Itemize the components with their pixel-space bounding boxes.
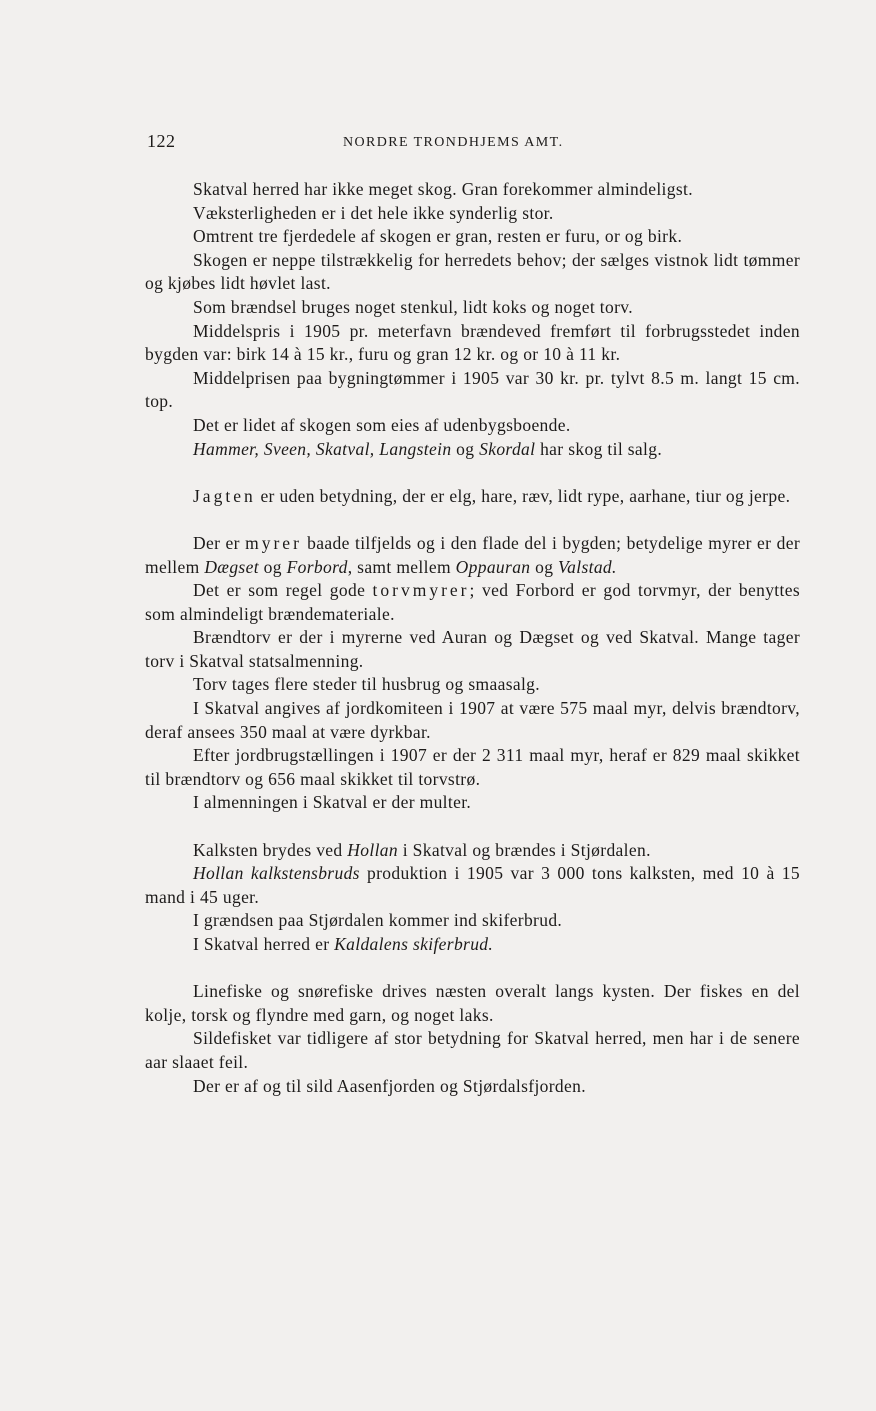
page-number: 122: [147, 131, 176, 151]
text-run: Skatval herred har ikke meget skog. Gran forekommer almindeligst.: [193, 179, 693, 199]
italic-text: Skordal: [479, 438, 536, 459]
text-run: Sildefisket var tidligere af stor betydning for Skatval herred, men har i de senere aar slaaet feil.: [145, 1028, 800, 1072]
paragraph: [145, 296, 800, 320]
paragraph: [145, 532, 800, 579]
paragraph: [145, 579, 800, 626]
paragraph: [145, 839, 800, 863]
page-header: [147, 131, 800, 155]
text-run: Der er: [193, 532, 246, 553]
paragraph: [145, 178, 800, 202]
paragraph: [145, 673, 800, 697]
text-run: I Skatval angives af jordkomiteen i 1907 at være 575 maal myr, delvis brændtorv, deraf ansees 350 maal at være dyrkbar.: [145, 698, 800, 742]
paragraph: [145, 697, 800, 744]
text-run: Omtrent tre fjerdedele af skogen er gran, resten er furu, or og birk.: [193, 226, 683, 247]
text-section: [145, 980, 800, 1098]
text-run: i Skatval og brændes i Stjørdalen.: [397, 839, 651, 860]
text-run: er uden betydning, der er elg, hare, ræv, lidt rype, aarhane, tiur og jerpe.: [255, 485, 791, 506]
italic-text: Valstad.: [558, 556, 617, 577]
text-run: I almenningen i Skatval er der multer.: [193, 792, 472, 813]
spaced-text: torvmyrer: [372, 580, 470, 601]
text-run: Middelspris i 1905 pr. meterfavn brændeved fremført til forbrugsstedet inden bygden var: birk 14 à 15 kr., furu og gran 12 kr. og or 10 à 11 kr.: [145, 320, 800, 365]
text-run: I Skatval herred er: [193, 934, 335, 954]
text-run: Efter jordbrugstællingen i 1907 er der 2 311 maal myr, heraf er 829 maal skikket til brændtorv og 656 maal skikket til torvstrø.: [145, 745, 800, 789]
paragraph: [145, 485, 800, 509]
text-run: Der er af og til sild Aasenfjorden og Stjørdalsfjorden.: [193, 1075, 586, 1096]
paragraph: [145, 367, 800, 414]
text-run: I grændsen paa Stjørdalen kommer ind skiferbrud.: [193, 910, 563, 931]
text-run: ; ved Forbord er god torvmyr, der benyttes som almindeligt brændemateriale.: [145, 580, 801, 624]
paragraph: [145, 414, 800, 438]
text-section: [145, 839, 800, 957]
paragraph: [145, 438, 800, 462]
paragraph: [145, 1027, 800, 1074]
paragraph: [145, 862, 800, 909]
text-run: , samt mellem: [347, 556, 456, 577]
italic-text: Oppauran: [455, 556, 531, 577]
text-section: [145, 485, 800, 509]
italic-text: Hollan kalkstensbruds: [193, 863, 360, 884]
text-section: [145, 178, 800, 461]
text-run: Brændtorv er der i myrerne ved Auran og Dægset og ved Skatval. Mange tager torv i Skatval statsalmenning.: [145, 627, 800, 671]
text-run: produktion i 1905 var 3 000 tons kalksten, med 10 à 15 mand i 45 uger.: [145, 863, 800, 907]
text-run: Torv tages flere steder til husbrug og smaasalg.: [193, 674, 541, 695]
running-title: NORDRE TRONDHJEMS AMT.: [343, 135, 564, 150]
text-run: Det er som regel gode: [193, 580, 373, 601]
page-body: [145, 178, 800, 1098]
paragraph: [145, 791, 800, 815]
italic-text: Hollan: [347, 839, 398, 860]
spaced-text: Jagten: [193, 485, 256, 506]
text-run: Skogen er neppe tilstrækkelig for herredets behov; der sælges vistnok lidt tømmer og kjøbes lidt høvlet last.: [145, 249, 800, 294]
text-run: baade tilfjelds og i den flade del i bygden; betydelige myrer er der mellem: [145, 532, 800, 577]
paragraph: [145, 933, 800, 957]
text-run: Middelprisen paa bygningtømmer i 1905 var 30 kr. pr. tylvt 8.5 m. langt 15 cm. top.: [145, 367, 800, 412]
italic-text: Dægset: [204, 556, 259, 577]
paragraph: [145, 320, 800, 367]
text-run: og: [258, 556, 287, 577]
paragraph: [145, 626, 800, 673]
text-run: Som brændsel bruges noget stenkul, lidt koks og noget torv.: [193, 296, 633, 317]
text-run: Væksterligheden er i det hele ikke synderlig stor.: [193, 202, 554, 223]
italic-text: Kaldalens skiferbrud.: [334, 934, 494, 954]
paragraph: [145, 202, 800, 226]
text-section: [145, 532, 800, 815]
text-run: og: [530, 556, 559, 577]
italic-text: Forbord: [286, 556, 348, 577]
spaced-text: myrer: [245, 532, 302, 553]
paragraph: [145, 744, 800, 791]
text-run: og: [451, 438, 480, 459]
text-run: Linefiske og snørefiske drives næsten overalt langs kysten. Der fiskes en del kolje, torsk og flyndre med garn, og noget laks.: [145, 981, 800, 1025]
italic-text: Hammer, Sveen, Skatval, Langstein: [193, 438, 452, 459]
text-run: har skog til salg.: [535, 438, 663, 459]
paragraph: [145, 909, 800, 933]
text-run: Det er lidet af skogen som eies af udenbygsboende.: [193, 414, 571, 435]
paragraph: [145, 980, 800, 1027]
paragraph: [145, 225, 800, 249]
paragraph: [145, 1075, 800, 1099]
text-run: Kalksten brydes ved: [193, 839, 348, 860]
paragraph: [145, 249, 800, 296]
